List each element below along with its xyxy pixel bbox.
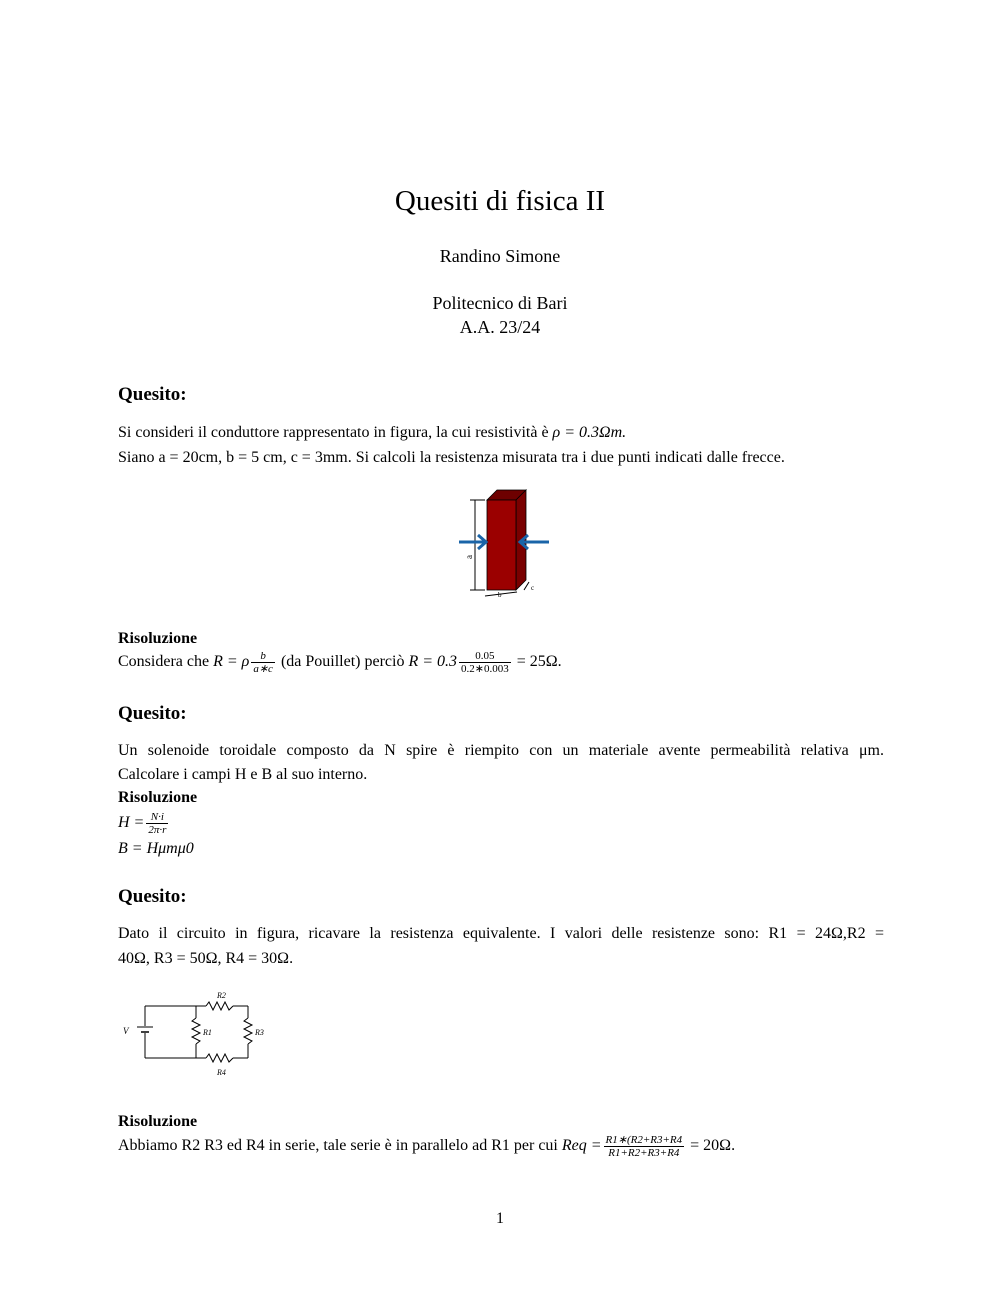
label-a: a xyxy=(464,555,474,559)
label-R2: R2 xyxy=(217,991,226,1000)
label-b: b xyxy=(498,591,502,599)
label-R3: R3 xyxy=(255,1028,264,1037)
q3-solution-heading: Risoluzione xyxy=(118,1113,198,1130)
q2-h-num: N·i xyxy=(146,811,168,824)
q3-heading: Quesito: xyxy=(118,886,187,907)
q1-heading: Quesito: xyxy=(118,384,187,405)
q1-frac2-num: 0.05 xyxy=(459,650,511,663)
q3-frac-num: R1∗(R2+R3+R4 xyxy=(605,1134,683,1146)
q1-frac1 xyxy=(251,650,275,675)
q3-frac-den: R1+R2+R3+R4 xyxy=(608,1147,680,1159)
q2-h-den: 2π·r xyxy=(148,824,167,836)
q1-solution-heading: Risoluzione xyxy=(118,630,198,647)
q3-sol-lhs: Req = xyxy=(561,1137,602,1155)
q3-circuit-figure xyxy=(115,988,275,1080)
q3-text-line1: Dato il circuito in figura, ricavare la resistenza equivalente. I valori delle resistenze sono: R1 = 24Ω,R2 = xyxy=(118,925,884,942)
q1-sol-mid: (da Pouillet) perciò xyxy=(280,653,405,671)
q2-text-line2: Calcolare i campi H e B al suo interno. xyxy=(118,766,368,783)
author-name: Randino Simone xyxy=(439,246,561,266)
page-number: 1 xyxy=(496,1210,504,1227)
document-title: Quesiti di fisica II xyxy=(394,185,606,217)
q2-h-frac xyxy=(146,811,168,836)
q1-solution xyxy=(118,650,918,675)
resistor-r2 xyxy=(206,1002,233,1010)
q1-frac2-den: 0.2∗0.003 xyxy=(461,663,509,675)
q1-sol-pre: Considera che xyxy=(118,653,210,671)
label-c: c xyxy=(531,584,535,592)
q1-frac1-num: b xyxy=(251,650,275,663)
q3-frac xyxy=(604,1134,685,1159)
q2-text-line1: Un solenoide toroidale composto da N spire è riempito con un materiale avente permeabilità relativa μm. xyxy=(118,742,884,759)
q3-sol-end: = 20Ω. xyxy=(690,1137,736,1155)
q1-sol-R: R = ρ xyxy=(213,653,250,671)
q3-sol-text: Abbiamo R2 R3 ed R4 in serie, tale serie è in parallelo ad R1 per cui xyxy=(118,1137,558,1155)
q1-frac1-den: a∗c xyxy=(253,663,273,675)
q2-heading: Quesito: xyxy=(118,703,187,724)
label-V: V xyxy=(123,1026,129,1036)
q1-line1-math: ρ = 0.3Ωm. xyxy=(552,424,627,441)
q2-solution-heading: Risoluzione xyxy=(118,789,198,806)
q3-solution xyxy=(118,1134,918,1159)
q1-conductor-figure xyxy=(455,486,555,602)
academic-year: A.A. 23/24 xyxy=(459,317,541,337)
q1-line1-text: Si consideri il conduttore rappresentato in figura, la cui resistività è xyxy=(118,424,549,441)
affiliation xyxy=(0,291,1000,339)
q2-b-equation: B = Hμmμ0 xyxy=(118,840,194,857)
q1-text-line2: Siano a = 20cm, b = 5 cm, c = 3mm. Si calcoli la resistenza misurata tra i due punti indicati dalle frecce. xyxy=(118,449,785,466)
q1-sol-end: = 25Ω. xyxy=(516,653,562,671)
q1-frac2 xyxy=(459,650,511,675)
q3-text-line2: 40Ω, R3 = 50Ω, R4 = 30Ω. xyxy=(118,950,294,967)
q2-h-equation xyxy=(118,811,884,836)
q1-sol-R2: R = 0.3 xyxy=(408,653,458,671)
institution: Politecnico di Bari xyxy=(432,293,568,313)
resistor-r4 xyxy=(206,1054,233,1062)
conductor-front xyxy=(487,500,516,590)
q2-h-lhs: H = xyxy=(118,814,145,832)
q1-text-line1 xyxy=(118,421,884,445)
label-R4: R4 xyxy=(217,1068,226,1077)
resistor-r1 xyxy=(192,1018,200,1044)
label-R1: R1 xyxy=(203,1028,212,1037)
resistor-r3 xyxy=(244,1018,252,1044)
